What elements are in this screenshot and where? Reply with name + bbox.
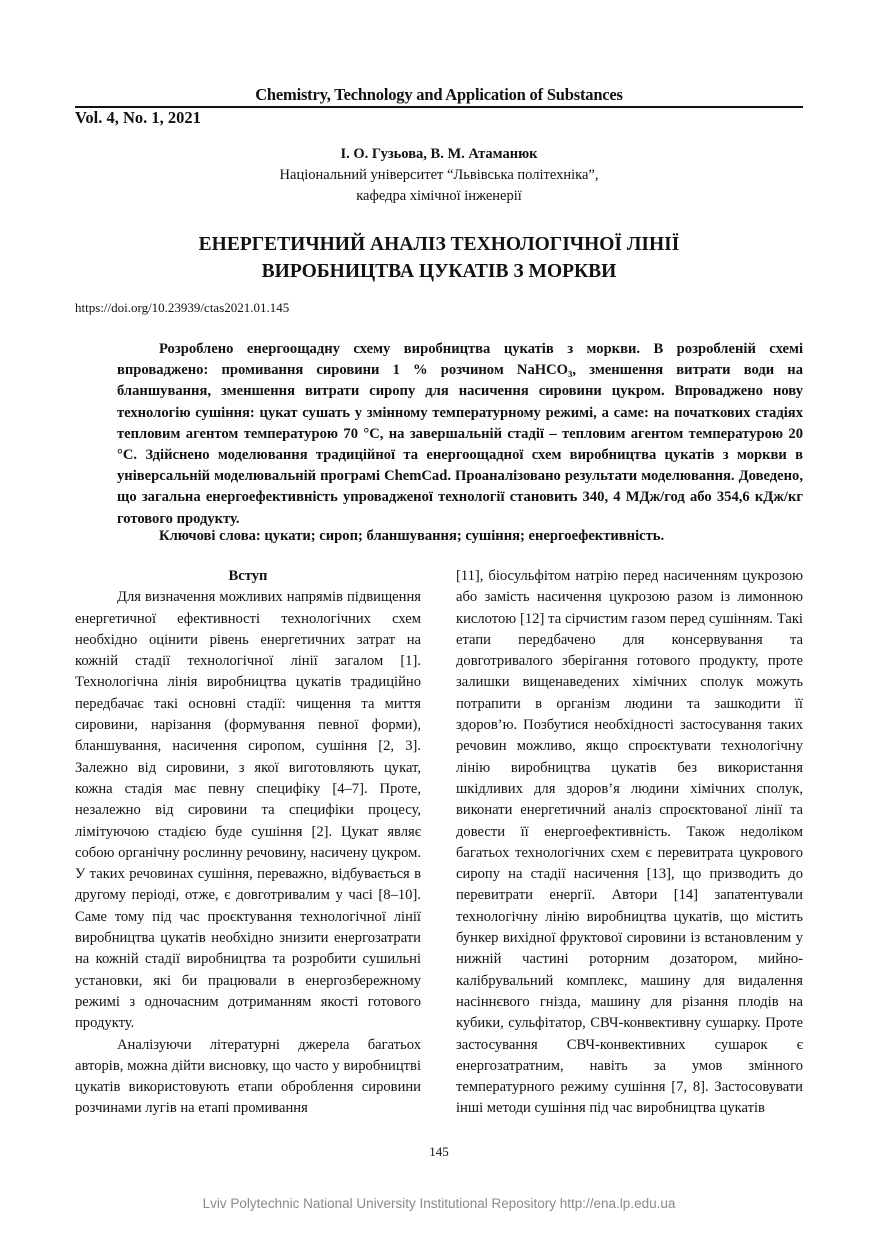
paper-title-line-2: ВИРОБНИЦТВА ЦУКАТІВ З МОРКВИ xyxy=(261,261,617,282)
affiliation-university: Національний університет “Львівська політехніка”, xyxy=(279,167,599,183)
abstract: Розроблено енергоощадну схему виробництва цукатів з моркви. В розробленій схемі впроваджено: промивання сировини 1 % розчином NaHCO₃, зменшення витрати води на бланшування, зменшення витрати сиропу для насичення сировини цукром. Впроваджено нову технологію сушіння: цукат сушать у змінному температурному режимі, а саме: на початкових стадіях тепловим агентом температурою 70 °С, на завершальній стадії – тепловим агентом температурою 20 °С. Здійснено моделювання традиційної та енергоощадної схем виробництва цукатів з моркви в універсальній моделювальній програмі ChemCad. Проаналізовано результати моделювання. Доведено, що загальна енергоефективність упровадженої технології становить 340, 4 МДж/год або 354,6 кДж/кг готового продукту. xyxy=(117,341,803,527)
keywords: Ключові слова: цукати; сироп; бланшування; сушіння; енергоефективність. xyxy=(159,528,665,544)
doi-link[interactable]: https://doi.org/10.23939/ctas2021.01.145 xyxy=(75,300,290,315)
body-paragraph: Аналізуючи літературні джерела багатьох авторів, можна дійти висновку, що часто у виробництві цукатів використовують етапи оброблення сировини розчинами лугів на етапі промивання xyxy=(75,1036,421,1117)
volume-info: Vol. 4, No. 1, 2021 xyxy=(75,108,201,127)
journal-name: Chemistry, Technology and Application of Substances xyxy=(255,85,623,104)
body-column-right xyxy=(456,566,803,1120)
body-paragraph: [11], біосульфітом натрію перед насиченням цукрозою або замість насичення цукрозою разом із лимонною кислотою [12] та сірчистим газом перед сушінням. Такі етапи передбачено для консервування та довготривалого зберігання готового продукту, проте залишки вищенаведених хімічних сполук можуть потрапити в організм людини та зашкодити її здоров’ю. Позбутися необхідності застосування таких речовин можливо, якщо спроєктувати технологічну лінію виробництва цукатів без використання шкідливих для здоров’я людини хімічних сполук, виконати енергетичний аналіз спроєктованої лінії та довести її енергоефективність. Також недоліком багатьох технологічних схем є перевитрата цукрового сиропу на стадії насичення [13], що призводить до перевитрати енергії. Автори [14] запатентували технологічну лінію виробництва цукатів, що містить бункер вихідної фруктової сировини із встановленим у нижній частині роторним дозатором, мийно-калібрувальний комплекс, машину для видалення насіннєвого гнізда, машину для різання плодів на кубики, сульфітатор, СВЧ-конвективну сушарку. Проте застосування СВЧ-конвективних сушарок є енергозатратним, навіть за умов змінного температурного режиму сушіння [7, 8]. Застосовувати інші методи сушіння під час виробництва цукатів xyxy=(456,568,803,1117)
body-column-left xyxy=(75,566,421,1120)
page-number: 145 xyxy=(429,1144,449,1159)
paper-title-line-1: ЕНЕРГЕТИЧНИЙ АНАЛІЗ ТЕХНОЛОГІЧНОЇ ЛІНІЇ xyxy=(198,234,680,255)
authors: І. О. Гузьова, В. М. Атаманюк xyxy=(340,146,538,162)
paper-title xyxy=(75,231,803,285)
affiliation-department: кафедра хімічної інженерії xyxy=(356,188,522,204)
body-paragraph: Для визначення можливих напрямів підвищення енергетичної ефективності технологічних схем необхідно оцінити рівень енергетичних затрат на кожній стадії технологічної лінії загалом [1]. Технологічна лінія виробництва цукатів традиційно передбачає такі основні стадії: чищення та миття сировини, нарізання (формування певної форми), бланшування, насичення сиропом, сушіння [2, 3]. Залежно від сировини, з якої виготовляють цукат, кожна стадія має певну специфіку [4–7]. Проте, незалежно від сировини та специфіки процесу, лімітуючою стадією буде сушіння [2]. Цукат являє собою органічну рослинну речовину, насичену цукром. У таких речовинах сушіння, переважно, відбувається в другому періоді, отже, є довготривалим у часі [8–10]. Саме тому під час проєктування технологічної лінії виробництва цукатів необхідно знизити енергозатрати на кожній стадії виробництва та розробити сушильні установки, які би працювали в енергозбережному режимі з одночасним дотриманням якості готового продукту. xyxy=(75,589,421,1032)
repository-footer: Lviv Polytechnic National University Institutional Repository http://ena.lp.edu.ua xyxy=(202,1196,676,1211)
section-title-introduction: Вступ xyxy=(228,568,268,584)
